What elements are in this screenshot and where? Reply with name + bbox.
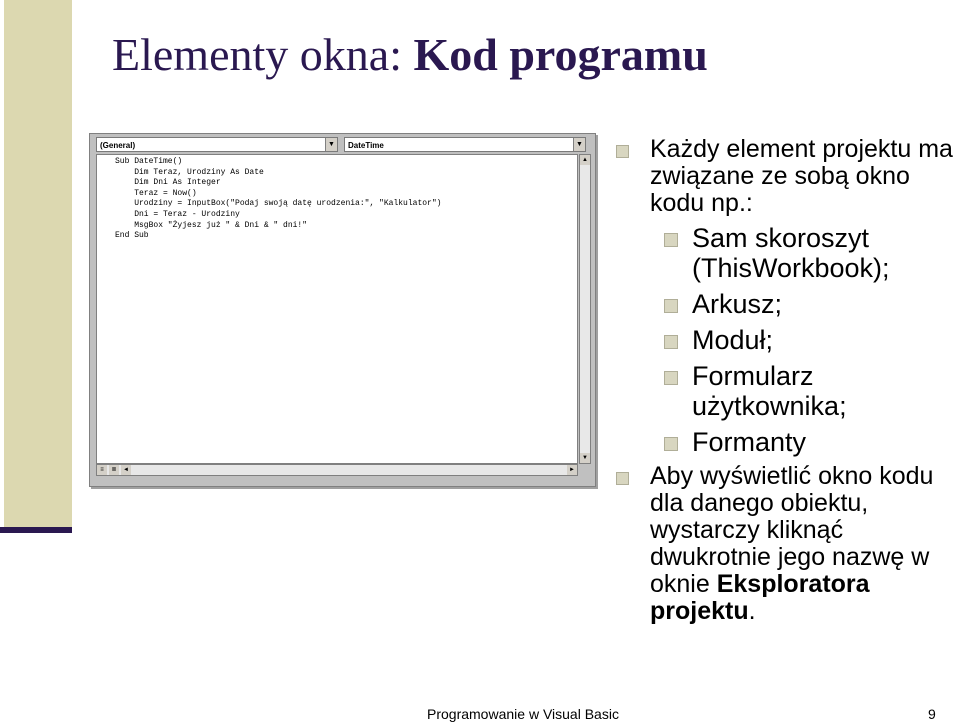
- code-line: Dim Teraz, Urodziny As Date: [115, 167, 264, 177]
- bullet-text: Aby wyświetlić okno kodu dla danego obiektu, wystarczy kliknąć dwukrotnie jego nazwę w oknie: [650, 462, 934, 598]
- title-normal: Elementy okna:: [112, 29, 414, 80]
- title-bold: Kod programu: [413, 29, 708, 80]
- code-line: Urodziny = InputBox("Podaj swoją datę urodzenia:", "Kalkulator"): [115, 199, 442, 209]
- code-line: Sub DateTime(): [115, 157, 183, 166]
- bullet-item: Każdy element projektu ma związane ze sobą okno kodu np.:: [612, 136, 960, 217]
- slide-title: [112, 28, 708, 81]
- sub-bullet-item: Formanty: [612, 427, 960, 457]
- module-view-icon[interactable]: ≣: [109, 465, 119, 475]
- sub-bullet-item: Sam skoroszyt (ThisWorkbook);: [612, 223, 960, 283]
- bullet-bold-text: Eksploratora: [716, 570, 870, 598]
- procedure-combo-value: DateTime: [348, 141, 384, 150]
- scroll-up-icon[interactable]: ▲: [580, 155, 590, 165]
- code-line: End Sub: [115, 231, 149, 241]
- code-window-screenshot: [89, 133, 596, 487]
- scroll-left-icon[interactable]: ◄: [121, 465, 131, 475]
- sub-bullet-item: Moduł;: [612, 325, 960, 355]
- bullet-text: .: [748, 597, 756, 625]
- code-line: Dni = Teraz - Urodziny: [115, 209, 240, 219]
- bullet-list: [612, 136, 960, 625]
- decorative-side-bar: [4, 0, 72, 527]
- chevron-down-icon[interactable]: ▼: [325, 138, 337, 151]
- code-line: Teraz = Now(): [115, 188, 197, 198]
- slide-footer: Programowanie w Visual Basic: [427, 706, 619, 722]
- chevron-down-icon[interactable]: ▼: [573, 138, 585, 151]
- procedure-combo[interactable]: [344, 137, 586, 152]
- vertical-scrollbar[interactable]: [579, 154, 591, 464]
- sub-bullet-item: Formularz użytkownika;: [612, 361, 960, 421]
- scroll-down-icon[interactable]: ▼: [580, 453, 590, 463]
- code-editor[interactable]: [96, 154, 578, 464]
- bullet-bold-text: projektu: [650, 597, 749, 625]
- bullet-item: [612, 463, 960, 625]
- procedure-view-icon[interactable]: ≡: [97, 465, 107, 475]
- decorative-underline: [0, 527, 72, 533]
- object-combo[interactable]: [96, 137, 338, 152]
- sub-bullet-item: Arkusz;: [612, 289, 960, 319]
- code-line: Dim Dni As Integer: [115, 178, 221, 188]
- scroll-right-icon[interactable]: ►: [567, 465, 577, 475]
- object-combo-value: (General): [100, 141, 136, 150]
- code-line: MsgBox "Żyjesz już " & Dni & " dni!": [115, 220, 308, 230]
- horizontal-scrollbar[interactable]: [96, 464, 578, 476]
- page-number: 9: [928, 706, 936, 722]
